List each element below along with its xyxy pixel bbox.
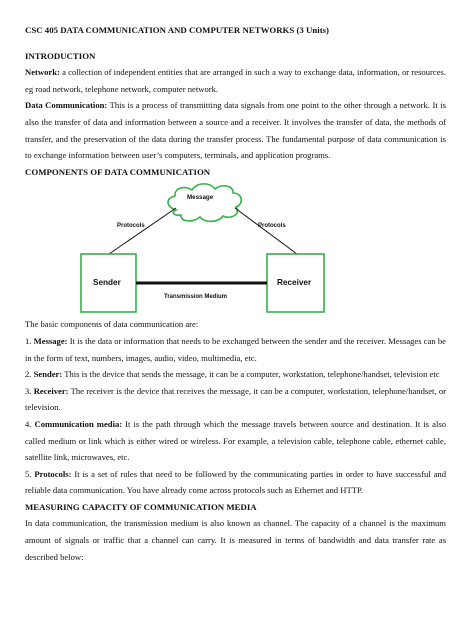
data-communication-term: Data Communication: — [25, 100, 108, 111]
network-term: Network: — [25, 67, 60, 78]
message-label: Message — [187, 194, 214, 202]
component-item-communication-media: 4. Communication media: It is the path through which the message travels between source and destination. It is also called medium or link which is either wired or wireless. For example, a television cable, telephone cable, ethernet cable, satellite link, microwaves, etc. — [25, 418, 446, 463]
receiver-label: Receiver — [277, 278, 312, 288]
component-item-protocols: 5. Protocols: It is a set of rules that need to be followed by the communicating parties in order to have successful and reliable data communication. You have already come across protocols such as Ethernet and HTTP. — [25, 468, 447, 496]
document-page — [25, 22, 446, 565]
component-item-receiver: 3. Receiver: The receiver is the device that receives the message, it can be a computer, workstation, telephone/handset, or television. — [25, 385, 447, 413]
protocols-left-label: Protocols — [117, 223, 145, 230]
protocols-right-label: Protocols — [258, 223, 286, 230]
protocols-right-line — [235, 208, 297, 254]
component-item-message: 1. Message: It is the data or information that needs to be exchanged between the sender and the receiver. Messages can be in the form of text, numbers, images, audio, video, multimedia, etc. — [25, 335, 446, 363]
components-diagram — [25, 180, 446, 316]
message-cloud — [168, 184, 241, 222]
data-communication-text: This is a process of transmitting data signals from one point to the other through a network. It is also the transfer of data and information between a source and a receiver. It involves the transfer of data, the methods of transfer, and the preservation of the data during the transfer process. The fundamental purpose of data communication is to exchange information between user’s computers, terminals, and application programs. — [25, 100, 446, 161]
data-communication-definition — [25, 97, 446, 163]
diagram-graphic — [25, 180, 446, 316]
capacity-heading: MEASURING CAPACITY OF COMMUNICATION MEDIA — [25, 501, 257, 512]
network-definition — [25, 64, 446, 97]
network-text: a collection of independent entities that are arranged in such a way to exchange data, information, or resources. eg road network, telephone network, computer network. — [25, 67, 446, 94]
protocols-left-line — [109, 208, 176, 254]
document-title: CSC 405 DATA COMMUNICATION AND COMPUTER NETWORKS (3 Units) — [25, 25, 329, 35]
component-item-sender: 2. Sender: This is the device that sends the message, it can be a computer, workstation, telephone/handset, television etc — [25, 369, 440, 380]
sender-label: Sender — [93, 278, 121, 288]
capacity-text: In data communication, the transmission medium is also known as channel. The capacity of a channel is the maximum amount of signals or traffic that a channel can carry. It is measured in terms of bandwidth and data transfer rate as described below: — [25, 518, 446, 562]
components-intro: The basic components of data communication are: — [25, 319, 199, 330]
transmission-medium-label: Transmission Medium — [164, 294, 228, 301]
introduction-heading: INTRODUCTION — [25, 50, 96, 61]
components-heading: COMPONENTS OF DATA COMMUNICATION — [25, 166, 211, 177]
